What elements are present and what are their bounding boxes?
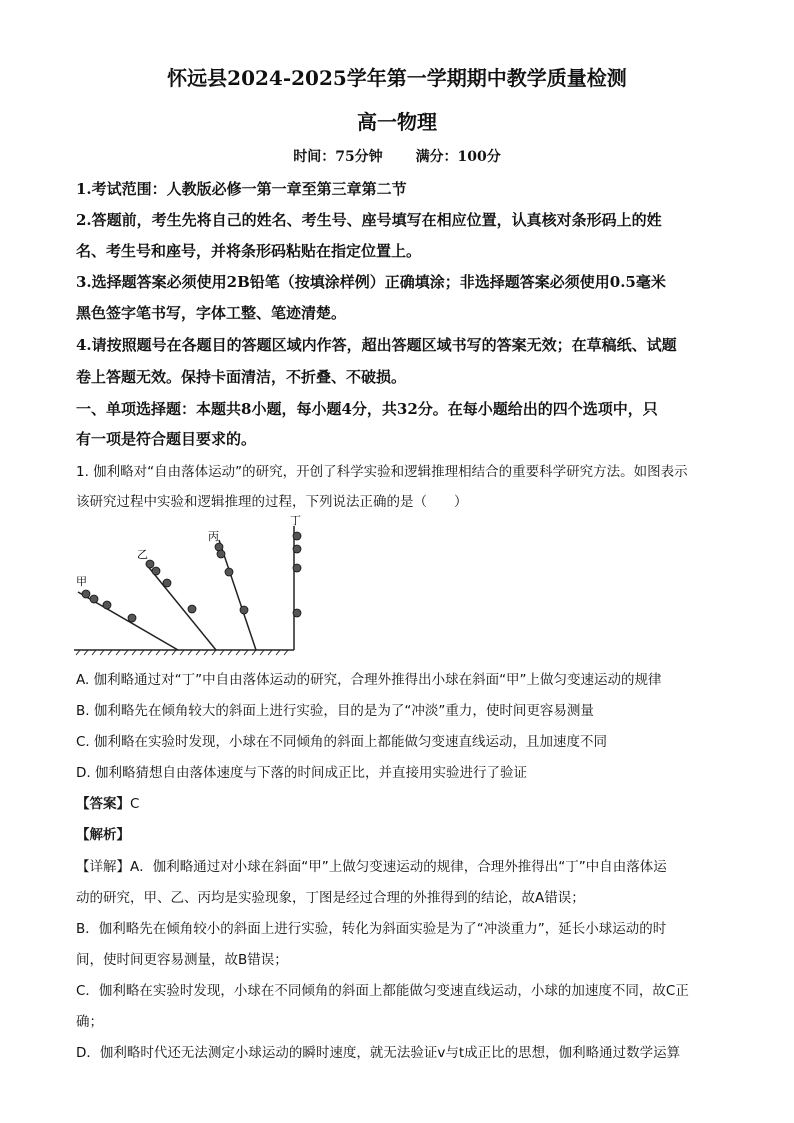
detail-line: B．伽利略先在倾角较小的斜面上进行实验，转化为斜面实验是为了“冲淡重力”，延长小球运动的时 — [76, 921, 667, 937]
detail-line: 确； — [76, 1014, 103, 1030]
instruction-line: 2.答题前，考生先将自己的姓名、考生号、座号填写在相应位置，认真核对条形码上的姓 — [76, 211, 662, 229]
instruction-line: 名、考生号和座号，并将条形码粘贴在指定位置上。 — [76, 242, 422, 260]
section-heading: 有一项是符合题目要求的。 — [76, 430, 257, 448]
detail-line: 【详解】A．伽利略通过对小球在斜面“甲”上做匀变速运动的规律，合理外推得出“丁”中自由落体运 — [76, 859, 667, 875]
exam-title: 怀远县2024-2025学年第一学期期中教学质量检测 — [167, 66, 627, 90]
answer-tag: 【答案】 — [76, 796, 130, 812]
answer-value: C — [130, 796, 140, 812]
detail-line: 间，使时间更容易测量，故B错误； — [76, 952, 288, 968]
instruction-line: 1.考试范围：人教版必修一第一章至第三章第二节 — [76, 180, 407, 198]
question-stem: 1. 伽利略对“自由落体运动”的研究，开创了科学实验和逻辑推理相结合的重要科学研究方法。如图表示 — [76, 464, 688, 480]
detail-line: 动的研究，甲、乙、丙均是实验现象，丁图是经过合理的外推得到的结论，故A错误； — [76, 890, 585, 906]
question-stem: 该研究过程中实验和逻辑推理的过程，下列说法正确的是（ ） — [76, 494, 468, 510]
detail-line: C．伽利略在实验时发现，小球在不同倾角的斜面上都能做匀变速直线运动，小球的加速度不同，故C正 — [76, 983, 689, 999]
exam-time: 时间：75分钟 — [293, 149, 383, 165]
instruction-line: 黑色签字笔书写，字体工整、笔迹清楚。 — [76, 304, 347, 322]
option-c: C. 伽利略在实验时发现，小球在不同倾角的斜面上都能做匀变速直线运动，且加速度不同 — [76, 734, 608, 750]
instruction-line: 卷上答题无效。保持卡面清洁，不折叠、不破损。 — [76, 368, 407, 386]
option-a: A. 伽利略通过对“丁”中自由落体运动的研究，合理外推得出小球在斜面“甲”上做匀变速运动的规律 — [76, 672, 662, 688]
instruction-line: 3.选择题答案必须使用2B铅笔（按填涂样例）正确填涂；非选择题答案必须使用0.5毫米 — [76, 273, 666, 291]
label-yi: 乙 — [137, 548, 148, 561]
label-jia: 甲 — [76, 575, 87, 588]
analysis-tag: 【解析】 — [76, 827, 130, 843]
subject-title: 高一物理 — [357, 110, 437, 134]
section-heading: 一、单项选择题：本题共8小题，每小题4分，共32分。在每小题给出的四个选项中，只 — [76, 400, 658, 418]
galileo-incline-figure — [74, 512, 334, 662]
exam-meta — [0, 146, 794, 166]
detail-line: D．伽利略时代还无法测定小球运动的瞬时速度，就无法验证v与t成正比的思想，伽利略通过数学运算 — [76, 1045, 681, 1061]
ball-group — [82, 532, 301, 622]
option-b: B. 伽利略先在倾角较大的斜面上进行实验，目的是为了“冲淡”重力，使时间更容易测量 — [76, 703, 594, 719]
option-d: D. 伽利略猜想自由落体速度与下落的时间成正比，并直接用实验进行了验证 — [76, 765, 527, 781]
instruction-line: 4.请按照题号在各题目的答题区域内作答，超出答题区域书写的答案无效；在草稿纸、试题 — [76, 336, 677, 354]
exam-score: 满分：100分 — [415, 149, 501, 165]
label-ding: 丁 — [290, 514, 301, 527]
label-bing: 丙 — [208, 530, 219, 543]
answer-line — [76, 792, 726, 812]
